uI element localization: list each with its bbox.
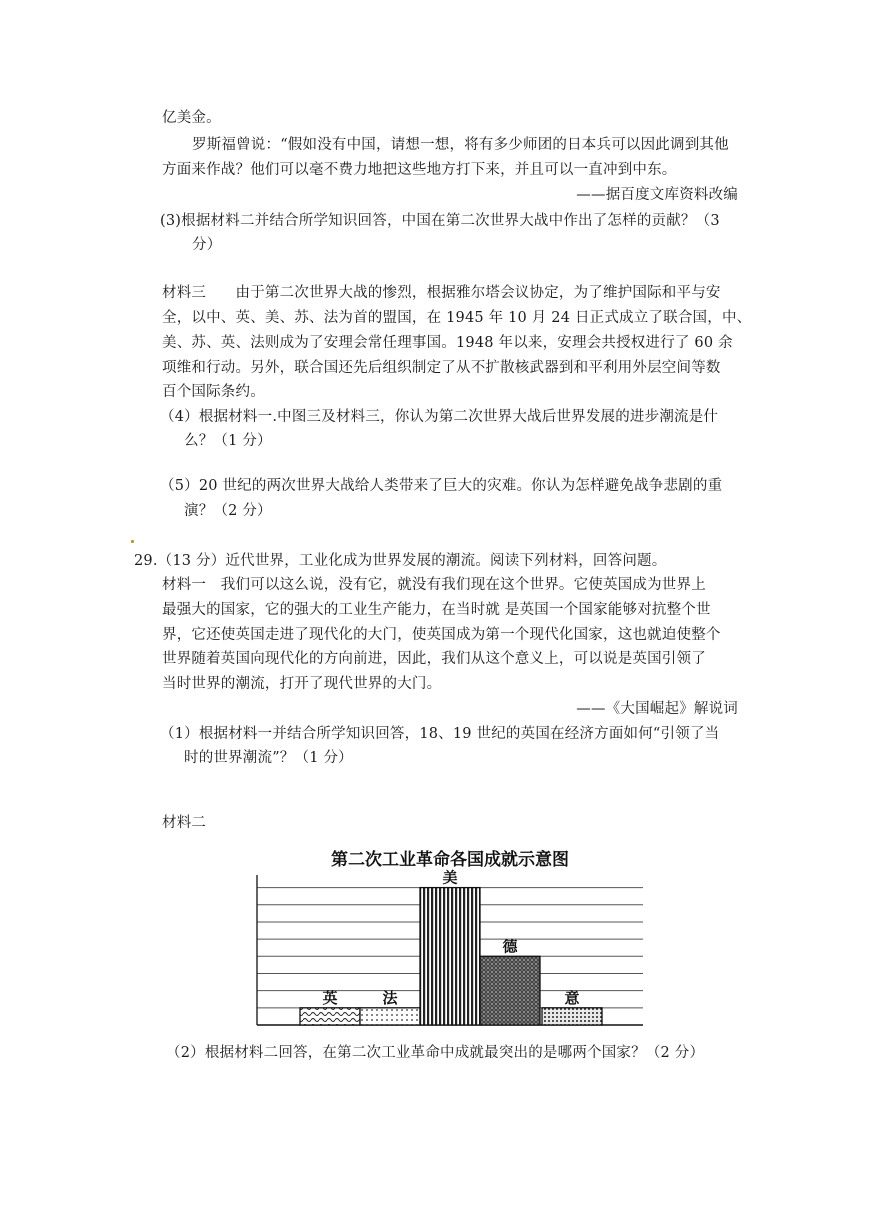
text-line: 亿美金。 <box>162 110 221 126</box>
text-line: 方面来作战？他们可以毫不费力地把这些地方打下来，并且可以一直冲到中东。 <box>162 162 677 178</box>
question-1: （1）根据材料一并结合所学知识回答，18、19 世纪的英国在经济方面如何“引领了当 <box>160 726 720 742</box>
text-line: 项维和行动。另外，联合国还先后组织制定了从不扩散核武器到和平利用外层空间等数 <box>162 360 721 376</box>
text-line: 最强大的国家，它的强大的工业生产能力，在当时就 是英国一个国家能够对抗整个世 <box>162 602 711 618</box>
bar-label-4: 意 <box>564 988 580 1007</box>
text-line: 分） <box>192 237 222 253</box>
question-3: (3)根据材料二并结合所学知识回答，中国在第二次世界大战中作出了怎样的贡献？（3 <box>160 213 720 229</box>
bar-label-1: 法 <box>382 988 398 1007</box>
text-line: 材料三 由于第二次世界大战的惨烈，根据雅尔塔会议协定，为了维护国际和平与安 <box>162 285 721 301</box>
bar-2 <box>420 888 480 1025</box>
bar-3 <box>480 956 540 1025</box>
bar-1 <box>360 1008 420 1025</box>
speck <box>131 540 134 543</box>
text-line: 时的世界潮流”？（1 分） <box>184 750 353 766</box>
industrial-revolution-chart <box>255 843 645 1028</box>
text-line: 当时世界的潮流，打开了现代世界的大门。 <box>162 676 442 692</box>
source-citation: ——《大国崛起》解说词 <box>576 701 738 717</box>
question-29: 29.（13 分）近代世界，工业化成为世界发展的潮流。阅读下列材料，回答问题。 <box>134 553 667 569</box>
text-line: 演？（2 分） <box>184 503 272 519</box>
material-2-label: 材料二 <box>162 815 207 831</box>
bar-4 <box>542 1008 602 1025</box>
source-citation: ——据百度文库资料改编 <box>576 187 738 203</box>
text-line: 罗斯福曾说：“假如没有中国，请想一想，将有多少师团的日本兵可以因此调到其他 <box>192 137 729 153</box>
bar-label-2: 美 <box>442 868 458 887</box>
text-line: 百个国际条约。 <box>162 384 265 400</box>
text-line: 么？（1 分） <box>184 433 272 449</box>
text-line: 界，它还使英国走进了现代化的大门，使英国成为第一个现代化国家，这也就迫使整个 <box>162 627 721 643</box>
question-4: （4）根据材料一.中图三及材料三，你认为第二次世界大战后世界发展的进步潮流是什 <box>160 409 719 425</box>
question-2: （2）根据材料二回答，在第二次工业革命中成就最突出的是哪两个国家？（2 分） <box>166 1045 705 1061</box>
text-line: 世界随着英国向现代化的方向前进，因此，我们从这个意义上，可以说是英国引领了 <box>162 651 706 667</box>
chart-title: 第二次工业革命各国成就示意图 <box>331 850 569 870</box>
bar-label-3: 德 <box>502 937 518 956</box>
question-5: （5）20 世纪的两次世界大战给人类带来了巨大的灾难。你认为怎样避免战争悲剧的重 <box>160 478 723 494</box>
bar-label-0: 英 <box>322 988 338 1007</box>
text-line: 美、苏、英、法则成为了安理会常任理事国。1948 年以来，安理会共授权进行了 60 余 <box>162 335 733 351</box>
text-line: 全，以中、英、美、苏、法为首的盟国，在 1945 年 10 月 24 日正式成立了联合国，中、 <box>162 310 752 326</box>
text-line: 材料一 我们可以这么说，没有它，就没有我们现在这个世界。它使英国成为世界上 <box>162 577 706 593</box>
bar-0 <box>300 1008 360 1025</box>
